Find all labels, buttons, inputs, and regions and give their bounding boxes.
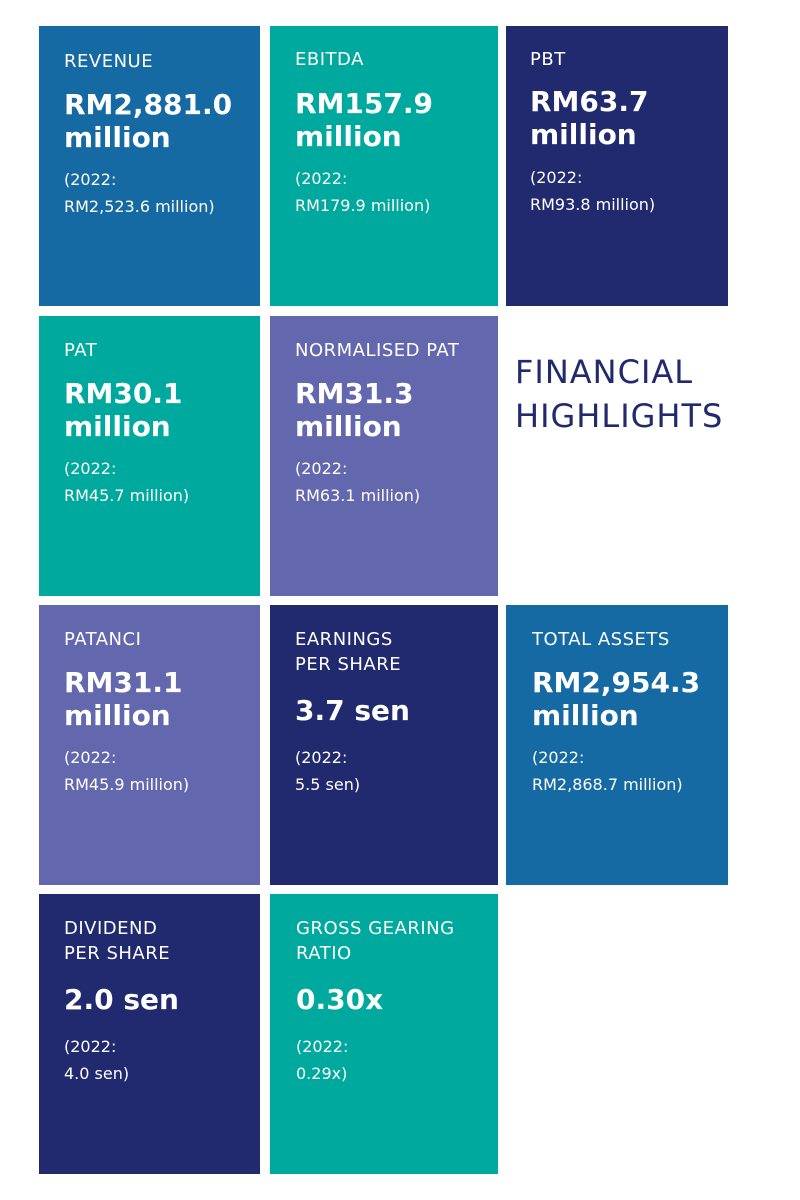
tile-value: RM2,881.0 million [64, 88, 233, 154]
tile-value: 0.30x [296, 983, 384, 1016]
tile-label: GROSS GEARING RATIO [296, 918, 455, 964]
tile-value: RM157.9 million [295, 87, 433, 153]
tile-value: RM63.7 million [530, 85, 649, 151]
tile-prior-year: (2022: RM179.9 million) [295, 169, 431, 215]
tile-pat [39, 316, 260, 596]
tile-prior-year: (2022: RM45.9 million) [64, 748, 190, 794]
tile-value: 3.7 sen [295, 694, 410, 727]
tile-prior-year: (2022: 4.0 sen) [64, 1037, 130, 1083]
tile-value: RM2,954.3 million [532, 666, 701, 732]
tile-prior-year: (2022: 0.29x) [296, 1037, 349, 1083]
tile-label: PATANCI [64, 629, 142, 650]
tile-pbt [506, 26, 728, 306]
tile-value: RM30.1 million [64, 377, 183, 443]
tile-label: NORMALISED PAT [295, 340, 460, 361]
tile-label: PBT [530, 49, 566, 70]
page-title: FINANCIAL HIGHLIGHTS [515, 353, 724, 435]
tile-dividend-per-share [39, 894, 260, 1174]
tile-label: REVENUE [64, 51, 154, 72]
tile-label: DIVIDEND PER SHARE [64, 918, 171, 964]
tile-gross-gearing-ratio [270, 894, 498, 1174]
tile-value: 2.0 sen [64, 983, 179, 1016]
tile-prior-year: (2022: RM45.7 million) [64, 459, 190, 505]
tile-normalised-pat [270, 316, 498, 596]
tile-prior-year: (2022: RM93.8 million) [530, 168, 656, 214]
tile-earnings-per-share [270, 605, 498, 885]
tile-prior-year: (2022: RM2,523.6 million) [64, 170, 215, 216]
tile-label: EBITDA [295, 49, 364, 70]
tile-value: RM31.3 million [295, 377, 414, 443]
tile-prior-year: (2022: 5.5 sen) [295, 748, 361, 794]
tile-revenue [39, 26, 260, 306]
tile-prior-year: (2022: RM2,868.7 million) [532, 748, 683, 794]
tile-label: PAT [64, 340, 98, 361]
tile-total-assets [506, 605, 728, 885]
tile-label: TOTAL ASSETS [532, 629, 670, 650]
tile-ebitda [270, 26, 498, 306]
tile-value: RM31.1 million [64, 666, 183, 732]
tile-prior-year: (2022: RM63.1 million) [295, 459, 421, 505]
tile-label: EARNINGS PER SHARE [295, 629, 402, 675]
tile-patanci [39, 605, 260, 885]
